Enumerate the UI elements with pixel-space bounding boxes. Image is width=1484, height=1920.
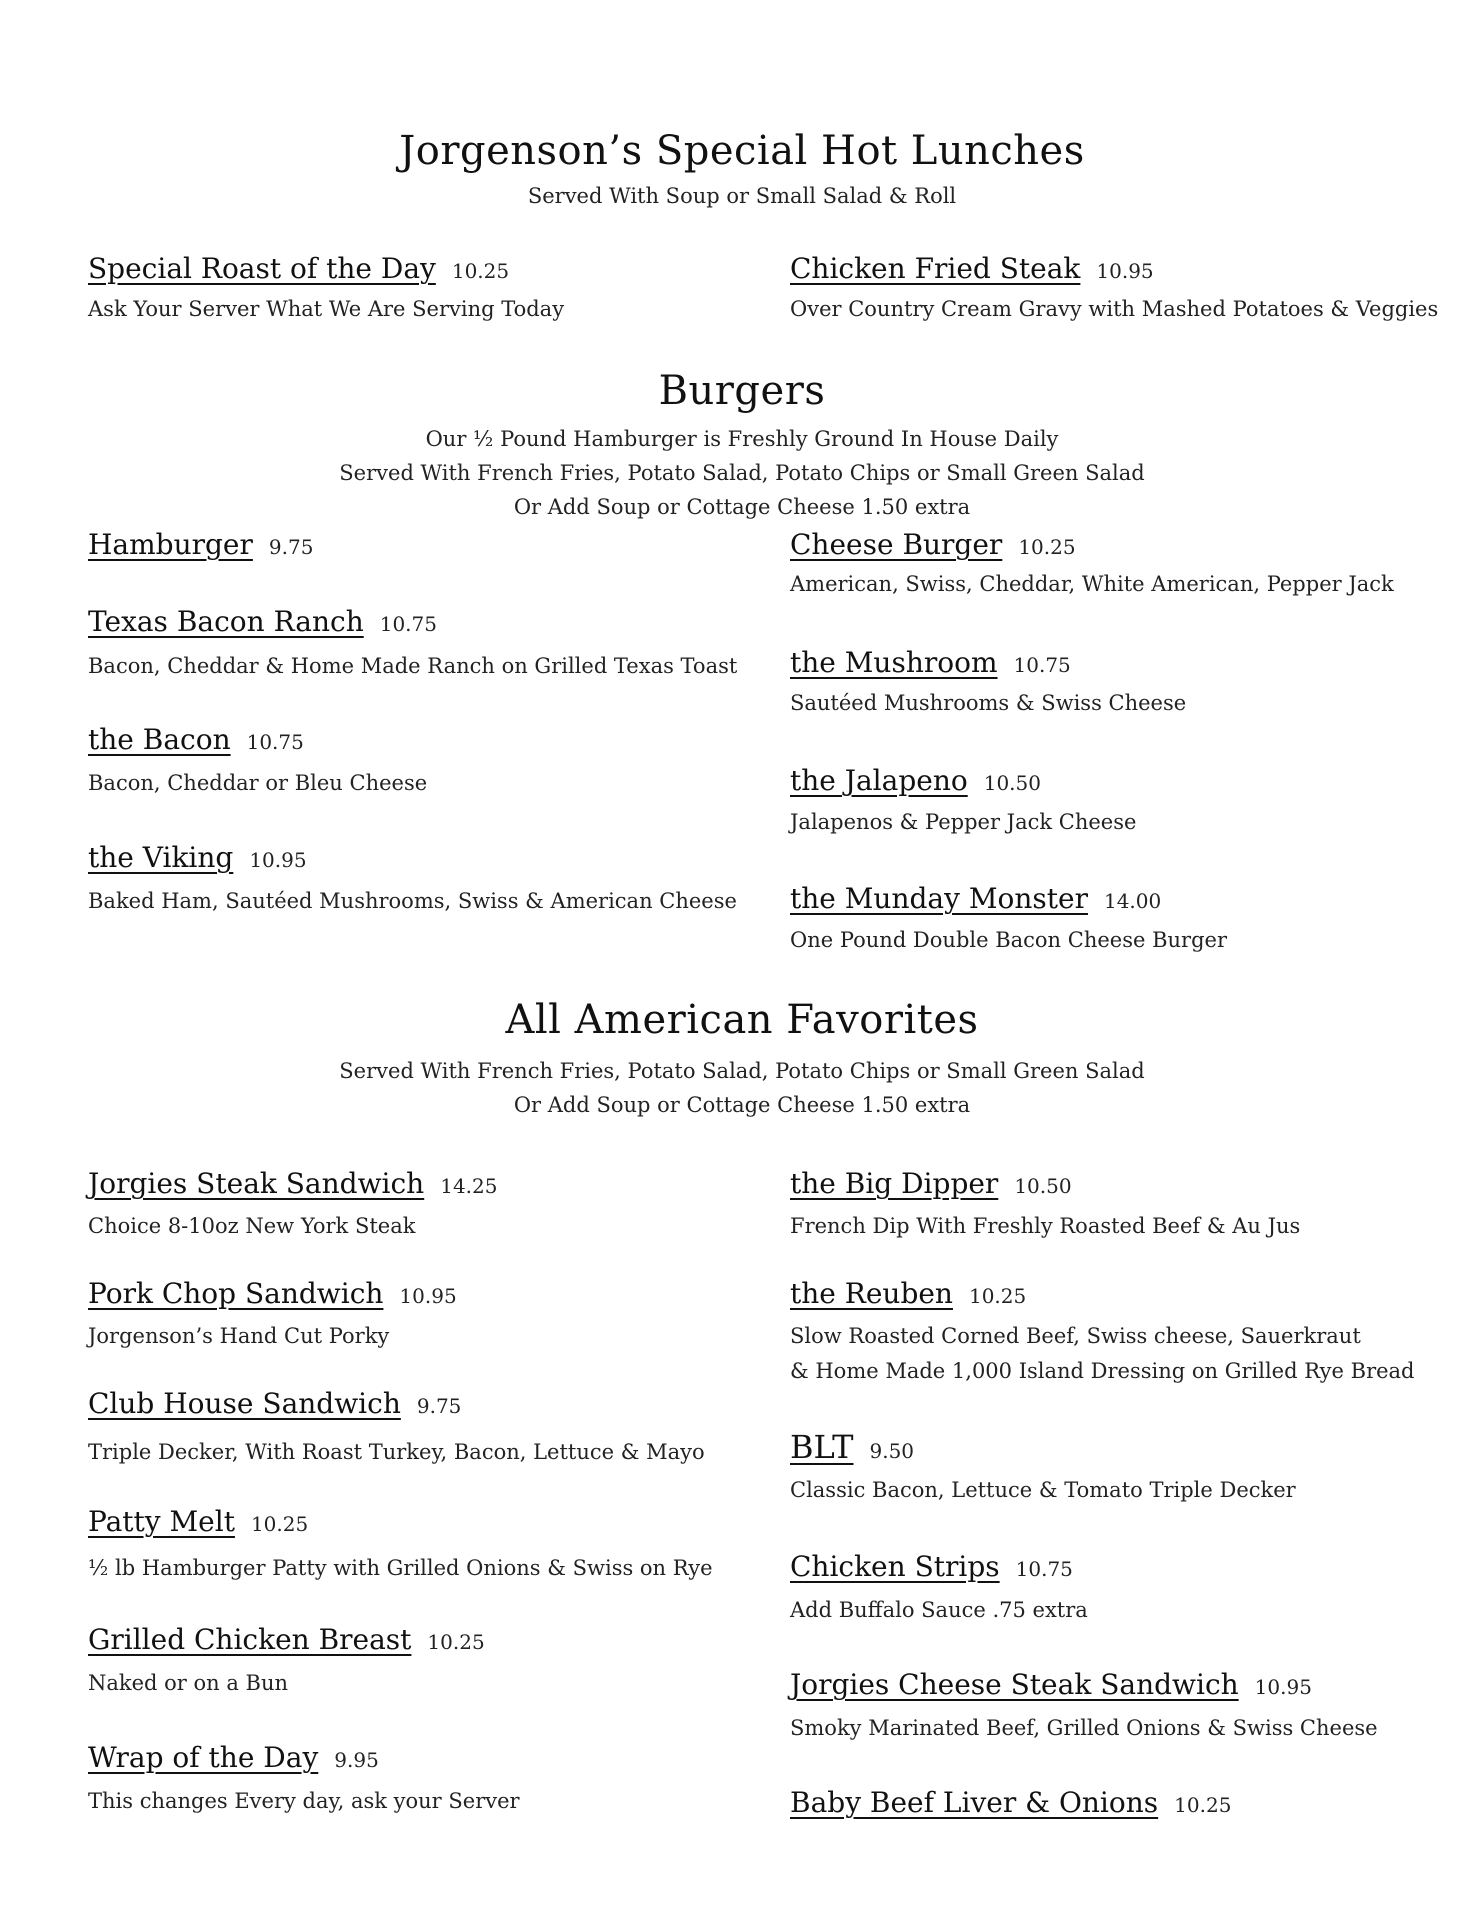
menu-item xyxy=(790,528,1076,561)
menu-item xyxy=(790,1550,1073,1583)
item-name: the Bacon xyxy=(88,723,231,756)
section-subtitle: Served With French Fries, Potato Salad, Potato Chips or Small Green Salad xyxy=(339,1059,1145,1083)
item-description: Jorgenson’s Hand Cut Porky xyxy=(88,1324,390,1348)
item-description: Naked or on a Bun xyxy=(88,1671,289,1695)
item-name: Special Roast of the Day xyxy=(88,252,436,285)
menu-item xyxy=(88,1387,461,1420)
menu-item xyxy=(88,1623,485,1656)
menu-item xyxy=(88,1167,497,1200)
item-description: Choice 8-10oz New York Steak xyxy=(88,1214,416,1238)
item-name: the Jalapeno xyxy=(790,764,968,797)
item-name: Texas Bacon Ranch xyxy=(88,605,364,638)
item-description: Over Country Cream Gravy with Mashed Potatoes & Veggies xyxy=(790,297,1439,321)
item-price: 10.75 xyxy=(379,612,437,636)
menu-item xyxy=(790,1277,1026,1310)
menu-item xyxy=(88,1505,308,1538)
item-name: the Munday Monster xyxy=(790,882,1088,915)
item-description: This changes Every day, ask your Server xyxy=(88,1789,520,1813)
item-price: 10.75 xyxy=(1015,1557,1073,1581)
section-title-hot-lunches: Jorgenson’s Special Hot Lunches xyxy=(399,128,1085,174)
section-subtitle: Served With Soup or Small Salad & Roll xyxy=(527,184,957,208)
item-price: 10.25 xyxy=(451,259,510,283)
item-name: Jorgies Cheese Steak Sandwich xyxy=(790,1668,1239,1701)
item-description: Triple Decker, With Roast Turkey, Bacon, Lettuce & Mayo xyxy=(88,1440,705,1464)
item-price: 10.95 xyxy=(1096,259,1154,283)
menu-item xyxy=(88,723,304,756)
menu-item xyxy=(88,841,307,874)
menu-item xyxy=(88,605,437,638)
item-description: American, Swiss, Cheddar, White American, Pepper Jack xyxy=(790,572,1394,596)
item-name: the Viking xyxy=(88,841,234,874)
item-price: 10.25 xyxy=(1018,535,1076,559)
section-title-burgers: Burgers xyxy=(658,368,826,414)
item-description: One Pound Double Bacon Cheese Burger xyxy=(790,928,1227,952)
section-subtitle: Or Add Soup or Cottage Cheese 1.50 extra xyxy=(513,1093,971,1117)
item-price: 10.25 xyxy=(1174,1793,1232,1817)
item-description: French Dip With Freshly Roasted Beef & Au Jus xyxy=(790,1214,1301,1238)
item-name: Chicken Fried Steak xyxy=(790,252,1081,285)
section-subtitle: Or Add Soup or Cottage Cheese 1.50 extra xyxy=(513,495,971,519)
item-price: 9.75 xyxy=(268,535,314,559)
menu-item xyxy=(790,1428,914,1466)
item-price: 10.25 xyxy=(427,1630,485,1654)
item-description: Baked Ham, Sautéed Mushrooms, Swiss & American Cheese xyxy=(88,889,737,913)
item-price: 9.95 xyxy=(334,1748,379,1772)
item-description: & Home Made 1,000 Island Dressing on Grilled Rye Bread xyxy=(790,1359,1415,1383)
item-price: 9.75 xyxy=(416,1394,462,1418)
item-description: Slow Roasted Corned Beef, Swiss cheese, Sauerkraut xyxy=(790,1324,1361,1348)
item-price: 10.95 xyxy=(1254,1675,1312,1699)
item-price: 10.50 xyxy=(983,771,1041,795)
item-price: 10.75 xyxy=(246,730,304,754)
item-name: Baby Beef Liver & Onions xyxy=(790,1786,1159,1819)
item-name: the Big Dipper xyxy=(790,1167,999,1200)
section-title-favorites: All American Favorites xyxy=(505,997,979,1043)
item-name: BLT xyxy=(790,1428,854,1466)
item-name: Pork Chop Sandwich xyxy=(88,1277,384,1310)
item-price: 10.50 xyxy=(1014,1174,1072,1198)
item-name: the Mushroom xyxy=(790,646,998,679)
item-name: Wrap of the Day xyxy=(88,1741,319,1774)
item-description: Ask Your Server What We Are Serving Today xyxy=(88,297,565,321)
item-name: Club House Sandwich xyxy=(88,1387,401,1420)
menu-item xyxy=(790,1668,1312,1701)
item-price: 10.25 xyxy=(968,1284,1027,1308)
item-price: 10.75 xyxy=(1013,653,1071,677)
menu-item xyxy=(790,1167,1072,1200)
item-price: 9.50 xyxy=(869,1439,915,1463)
item-description: Smoky Marinated Beef, Grilled Onions & Swiss Cheese xyxy=(790,1716,1378,1740)
item-price: 10.25 xyxy=(250,1512,309,1536)
item-name: Grilled Chicken Breast xyxy=(88,1623,412,1656)
item-name: Patty Melt xyxy=(88,1505,235,1538)
item-name: Hamburger xyxy=(88,528,253,561)
menu-item xyxy=(790,764,1041,797)
item-name: the Reuben xyxy=(790,1277,953,1310)
menu-item xyxy=(88,1277,457,1310)
menu-item xyxy=(790,882,1161,915)
item-name: Cheese Burger xyxy=(790,528,1003,561)
menu-item xyxy=(790,252,1154,285)
section-subtitle: Our ½ Pound Hamburger is Freshly Ground In House Daily xyxy=(425,427,1059,451)
item-description: ½ lb Hamburger Patty with Grilled Onions & Swiss on Rye xyxy=(88,1556,713,1580)
item-description: Classic Bacon, Lettuce & Tomato Triple Decker xyxy=(790,1478,1296,1502)
item-description: Jalapenos & Pepper Jack Cheese xyxy=(790,810,1137,834)
item-name: Chicken Strips xyxy=(790,1550,1000,1583)
menu-item xyxy=(88,528,313,561)
item-description: Add Buffalo Sauce .75 extra xyxy=(790,1598,1088,1622)
item-description: Sautéed Mushrooms & Swiss Cheese xyxy=(790,691,1187,715)
item-price: 10.95 xyxy=(399,1284,457,1308)
menu-item xyxy=(88,1741,379,1774)
item-price: 10.95 xyxy=(249,848,307,872)
item-description: Bacon, Cheddar & Home Made Ranch on Grilled Texas Toast xyxy=(88,654,738,678)
item-name: Jorgies Steak Sandwich xyxy=(88,1167,425,1200)
item-description: Bacon, Cheddar or Bleu Cheese xyxy=(88,771,428,795)
menu-item xyxy=(790,1786,1231,1819)
menu-item xyxy=(790,646,1071,679)
item-price: 14.00 xyxy=(1103,889,1162,913)
menu-item xyxy=(88,252,509,285)
section-subtitle: Served With French Fries, Potato Salad, Potato Chips or Small Green Salad xyxy=(339,461,1145,485)
item-price: 14.25 xyxy=(440,1174,498,1198)
